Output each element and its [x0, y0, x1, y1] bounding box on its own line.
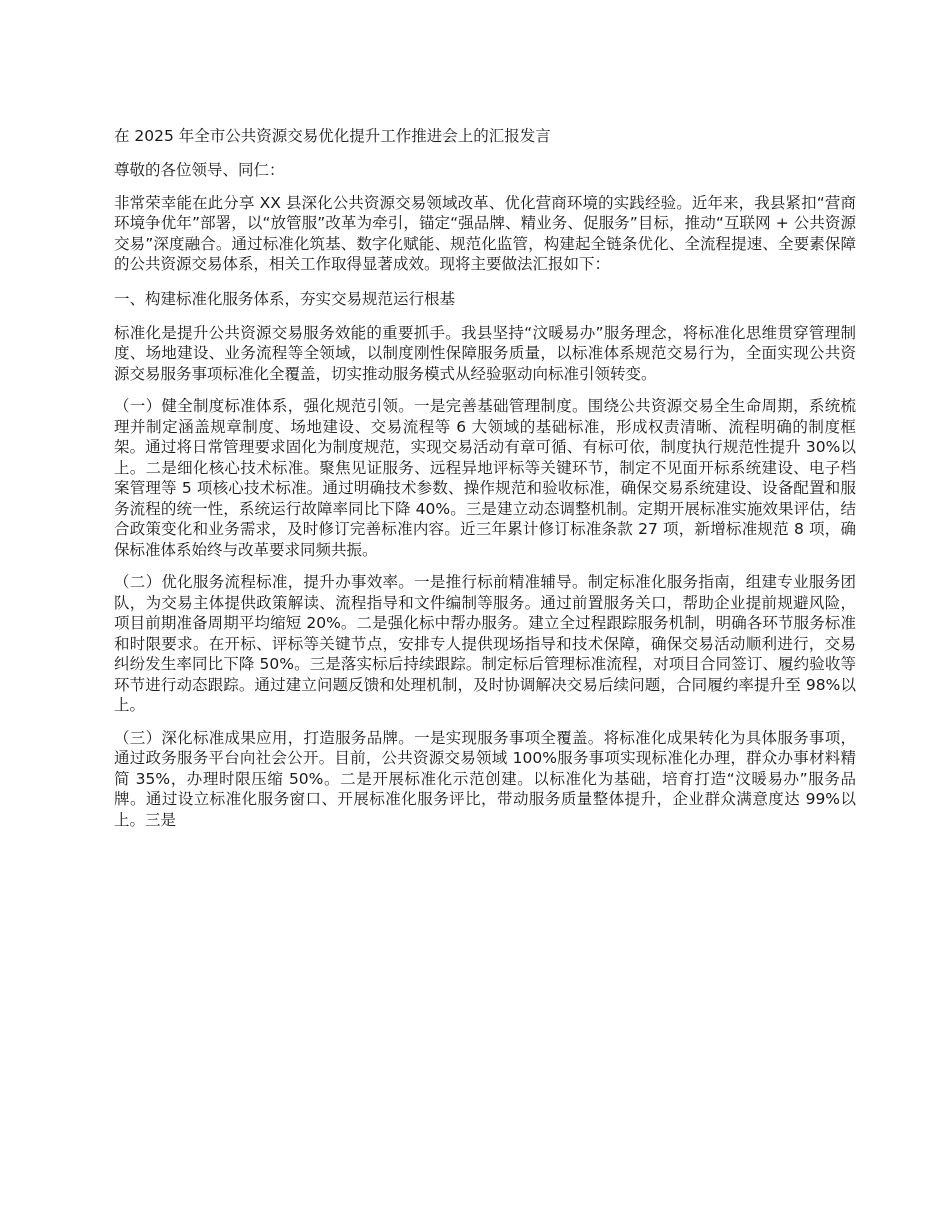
document-page	[114, 124, 856, 842]
subsection-paragraph-3: （三）深化标准成果应用，打造服务品牌。一是实现服务事项全覆盖。将标准化成果转化为具体服务事项，通过政务服务平台向社会公开。目前，公共资源交易领域 100%服务事项实现标准化办理，群众办事材料精简 35%，办理时限压缩 50%。二是开展标准化示范创建。以标准化为基础，培育打造“汶暖易办”服务品牌。通过设立标准化服务窗口、开展标准化服务评比，带动服务质量整体提升，企业群众满意度达 99%以上。三是	[114, 728, 856, 829]
section-intro-paragraph: 标准化是提升公共资源交易服务效能的重要抓手。我县坚持“汶暖易办”服务理念，将标准化思维贯穿管理制度、场地建设、业务流程等全领域，以制度刚性保障服务质量，以标准体系规范交易行为，全面实现公共资源交易服务事项标准化全覆盖，切实推动服务模式从经验驱动向标准引领转变。	[114, 323, 856, 383]
subsection-paragraph-1: （一）健全制度标准体系，强化规范引领。一是完善基础管理制度。围绕公共资源交易全生命周期，系统梳理并制定涵盖规章制度、场地建设、交易流程等 6 大领域的基础标准，形成权责清晰、流程明确的制度框架。通过将日常管理要求固化为制度规范，实现交易活动有章可循、有标可依，制度执行规范性提升 30%以上。二是细化核心技术标准。聚焦见证服务、远程异地评标等关键环节，制定不见面开标系统建设、电子档案管理等 5 项核心技术标准。通过明确技术参数、操作规范和验收标准，确保交易系统建设、设备配置和服务流程的统一性，系统运行故障率同比下降 40%。三是建立动态调整机制。定期开展标准实施效果评估，结合政策变化和业务需求，及时修订完善标准内容。近三年累计修订标准条款 27 项，新增标准规范 8 项，确保标准体系始终与改革要求同频共振。	[114, 397, 856, 559]
document-title: 在 2025 年全市公共资源交易优化提升工作推进会上的汇报发言	[114, 127, 551, 145]
section-heading: 一、构建标准化服务体系，夯实交易规范运行根基	[114, 289, 456, 308]
intro-paragraph: 非常荣幸能在此分享 XX 县深化公共资源交易领域改革、优化营商环境的实践经验。近年来，我县紧扣“营商环境争优年”部署，以“放管服”改革为牵引，锚定“强品牌、精业务、促服务”目标，推动“互联网 + 公共资源交易”深度融合。通过标准化筑基、数字化赋能、规范化监管，构建起全链条优化、全流程提速、全要素保障的公共资源交易体系，相关工作取得显著成效。现将主要做法汇报如下：	[114, 193, 856, 273]
subsection-paragraph-2: （二）优化服务流程标准，提升办事效率。一是推行标前精准辅导。制定标准化服务指南，组建专业服务团队，为交易主体提供政策解读、流程指导和文件编制等服务。通过前置服务关口，帮助企业提前规避风险，项目前期准备周期平均缩短 20%。二是强化标中帮办服务。建立全过程跟踪服务机制，明确各环节服务标准和时限要求。在开标、评标等关键节点，安排专人提供现场指导和技术保障，确保交易活动顺利进行，交易纠纷发生率同比下降 50%。三是落实标后持续跟踪。制定标后管理标准流程，对项目合同签订、履约验收等环节进行动态跟踪。通过建立问题反馈和处理机制，及时协调解决交易后续问题，合同履约率提升至 98%以上。	[114, 573, 856, 714]
salutation: 尊敬的各位领导、同仁：	[114, 161, 285, 179]
